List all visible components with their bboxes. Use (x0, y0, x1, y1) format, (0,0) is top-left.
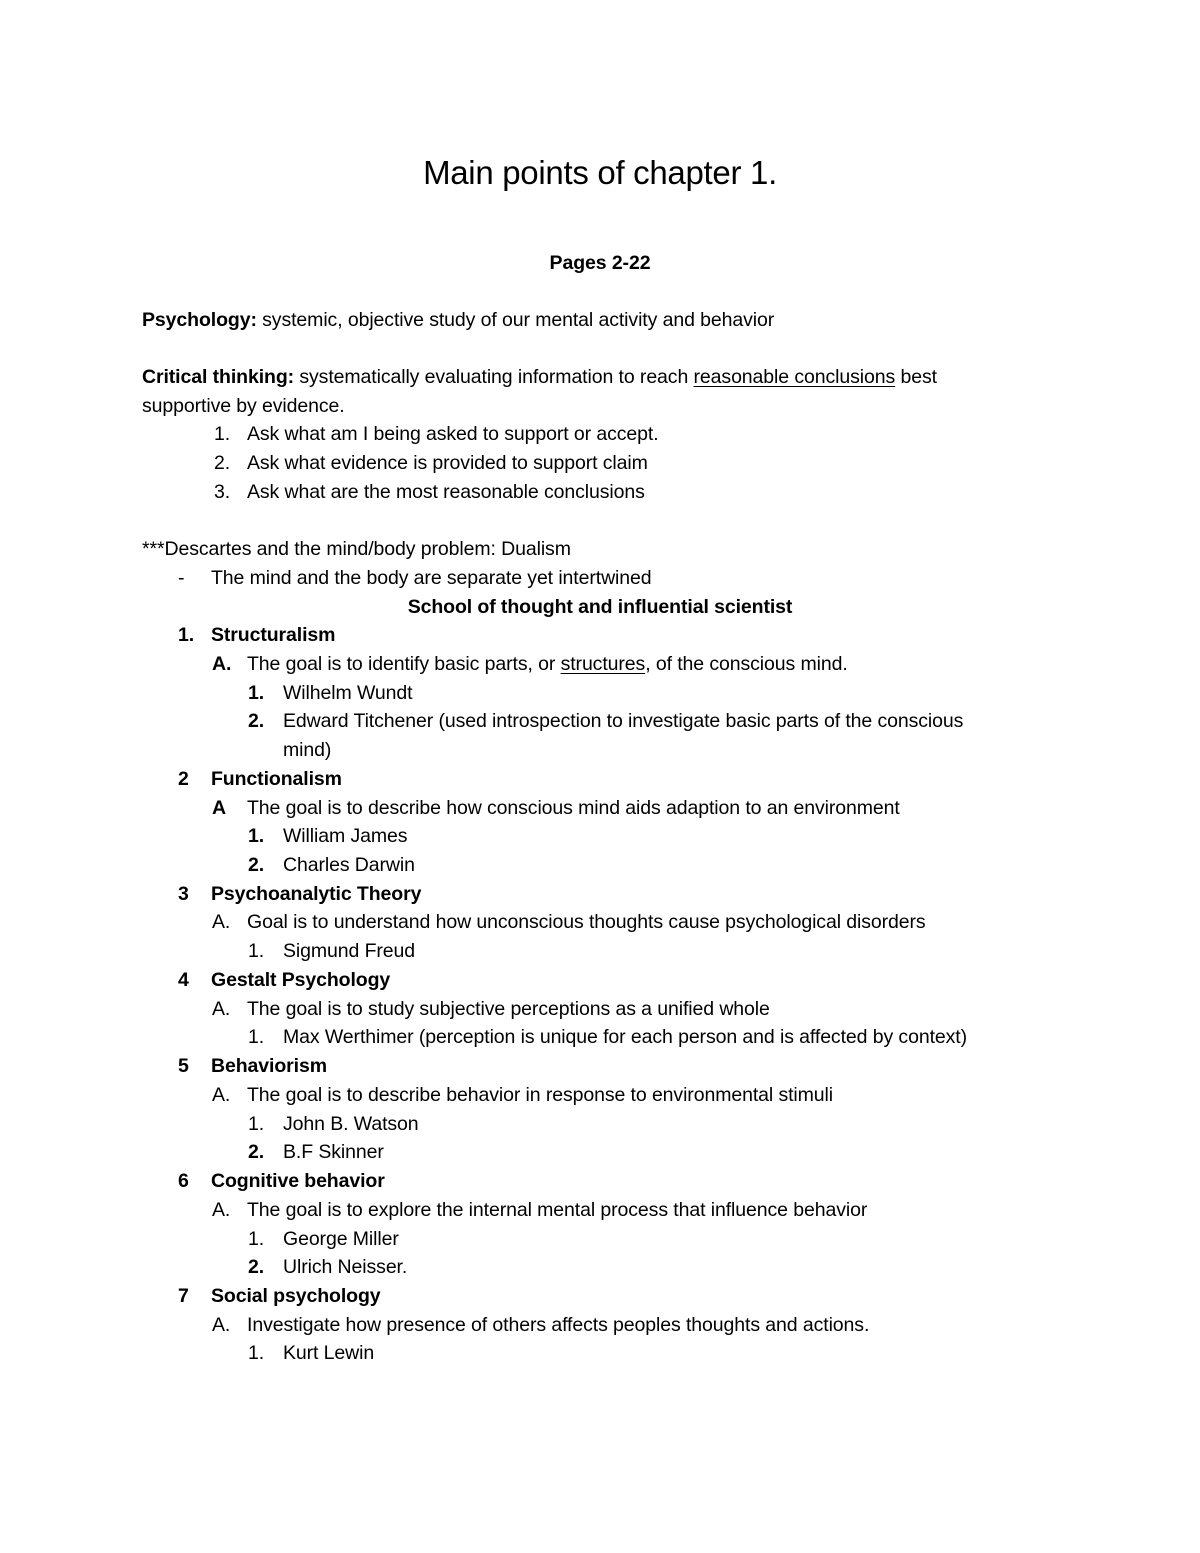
scientist-item-continuation: mind) (283, 739, 332, 761)
critical-thinking-continuation: supportive by evidence. (142, 395, 345, 417)
document-page: Main points of chapter 1. Pages 2-22 Psychology: systemic, objective study of our mental activity and behavior Critical thinking: systematically evaluating information to reach reasonable conclusions best supportive by evidence. 1. Ask what am I being asked to support or accept. 2. Ask what evidence is provided to support claim 3. Ask what are the most reasonable conclusions ***Descartes and the mind/body problem: Dualism - The mind and the body are separate yet intertwined School of thought and influential scientist 1. Structuralism A. The goal is to identify basic parts, or structures, of the conscious mind. 1. Wilhelm Wundt 2. Edward Titchener (used introspection to investigate basic parts of the conscious mind) 2 Functionalism A The goal is to describe how conscious mind aids adaption to an environment 1. William James 2. Charles Darwin 3 Psychoanalytic Theory A. Goal is to understand how unconscious thoughts cause psychological disorders 1. Sigmund Freud 4 Gestalt Psychology A. The goal is to study subjective perceptions as a unified whole 1. Max Werthimer (perception is unique for each person and is affected by context) 5 Behaviorism A. The goal is to describe behavior in response to environmental stimuli 1. John B. Watson 2. B.F Skinner 6 Cognitive behavior A. The goal is to explore the internal mental process that influence behavior 1. George Miller 2. Ulrich Neisser. 7 Social psychology A. Investigate how presence of others affects peoples thoughts and actions. 1. Kurt Lewin (0, 0, 1200, 1553)
psychology-text: systemic, objective study of our mental activity and behavior (256, 309, 775, 331)
psychology-term: Psychology: (142, 309, 257, 331)
schools-heading: School of thought and influential scientist (407, 596, 793, 618)
underlined-word: structures (560, 653, 646, 675)
critical-thinking-definition: Critical thinking: systematically evaluating information to reach reasonable conclusions best (142, 366, 937, 388)
pages-range: Pages 2-22 (549, 252, 651, 274)
descartes-heading: ***Descartes and the mind/body problem: Dualism (142, 538, 571, 560)
underlined-phrase: reasonable conclusions (693, 366, 896, 388)
critical-thinking-term: Critical thinking: (142, 366, 295, 388)
page-title: Main points of chapter 1. (423, 154, 777, 191)
psychology-definition (142, 308, 774, 332)
